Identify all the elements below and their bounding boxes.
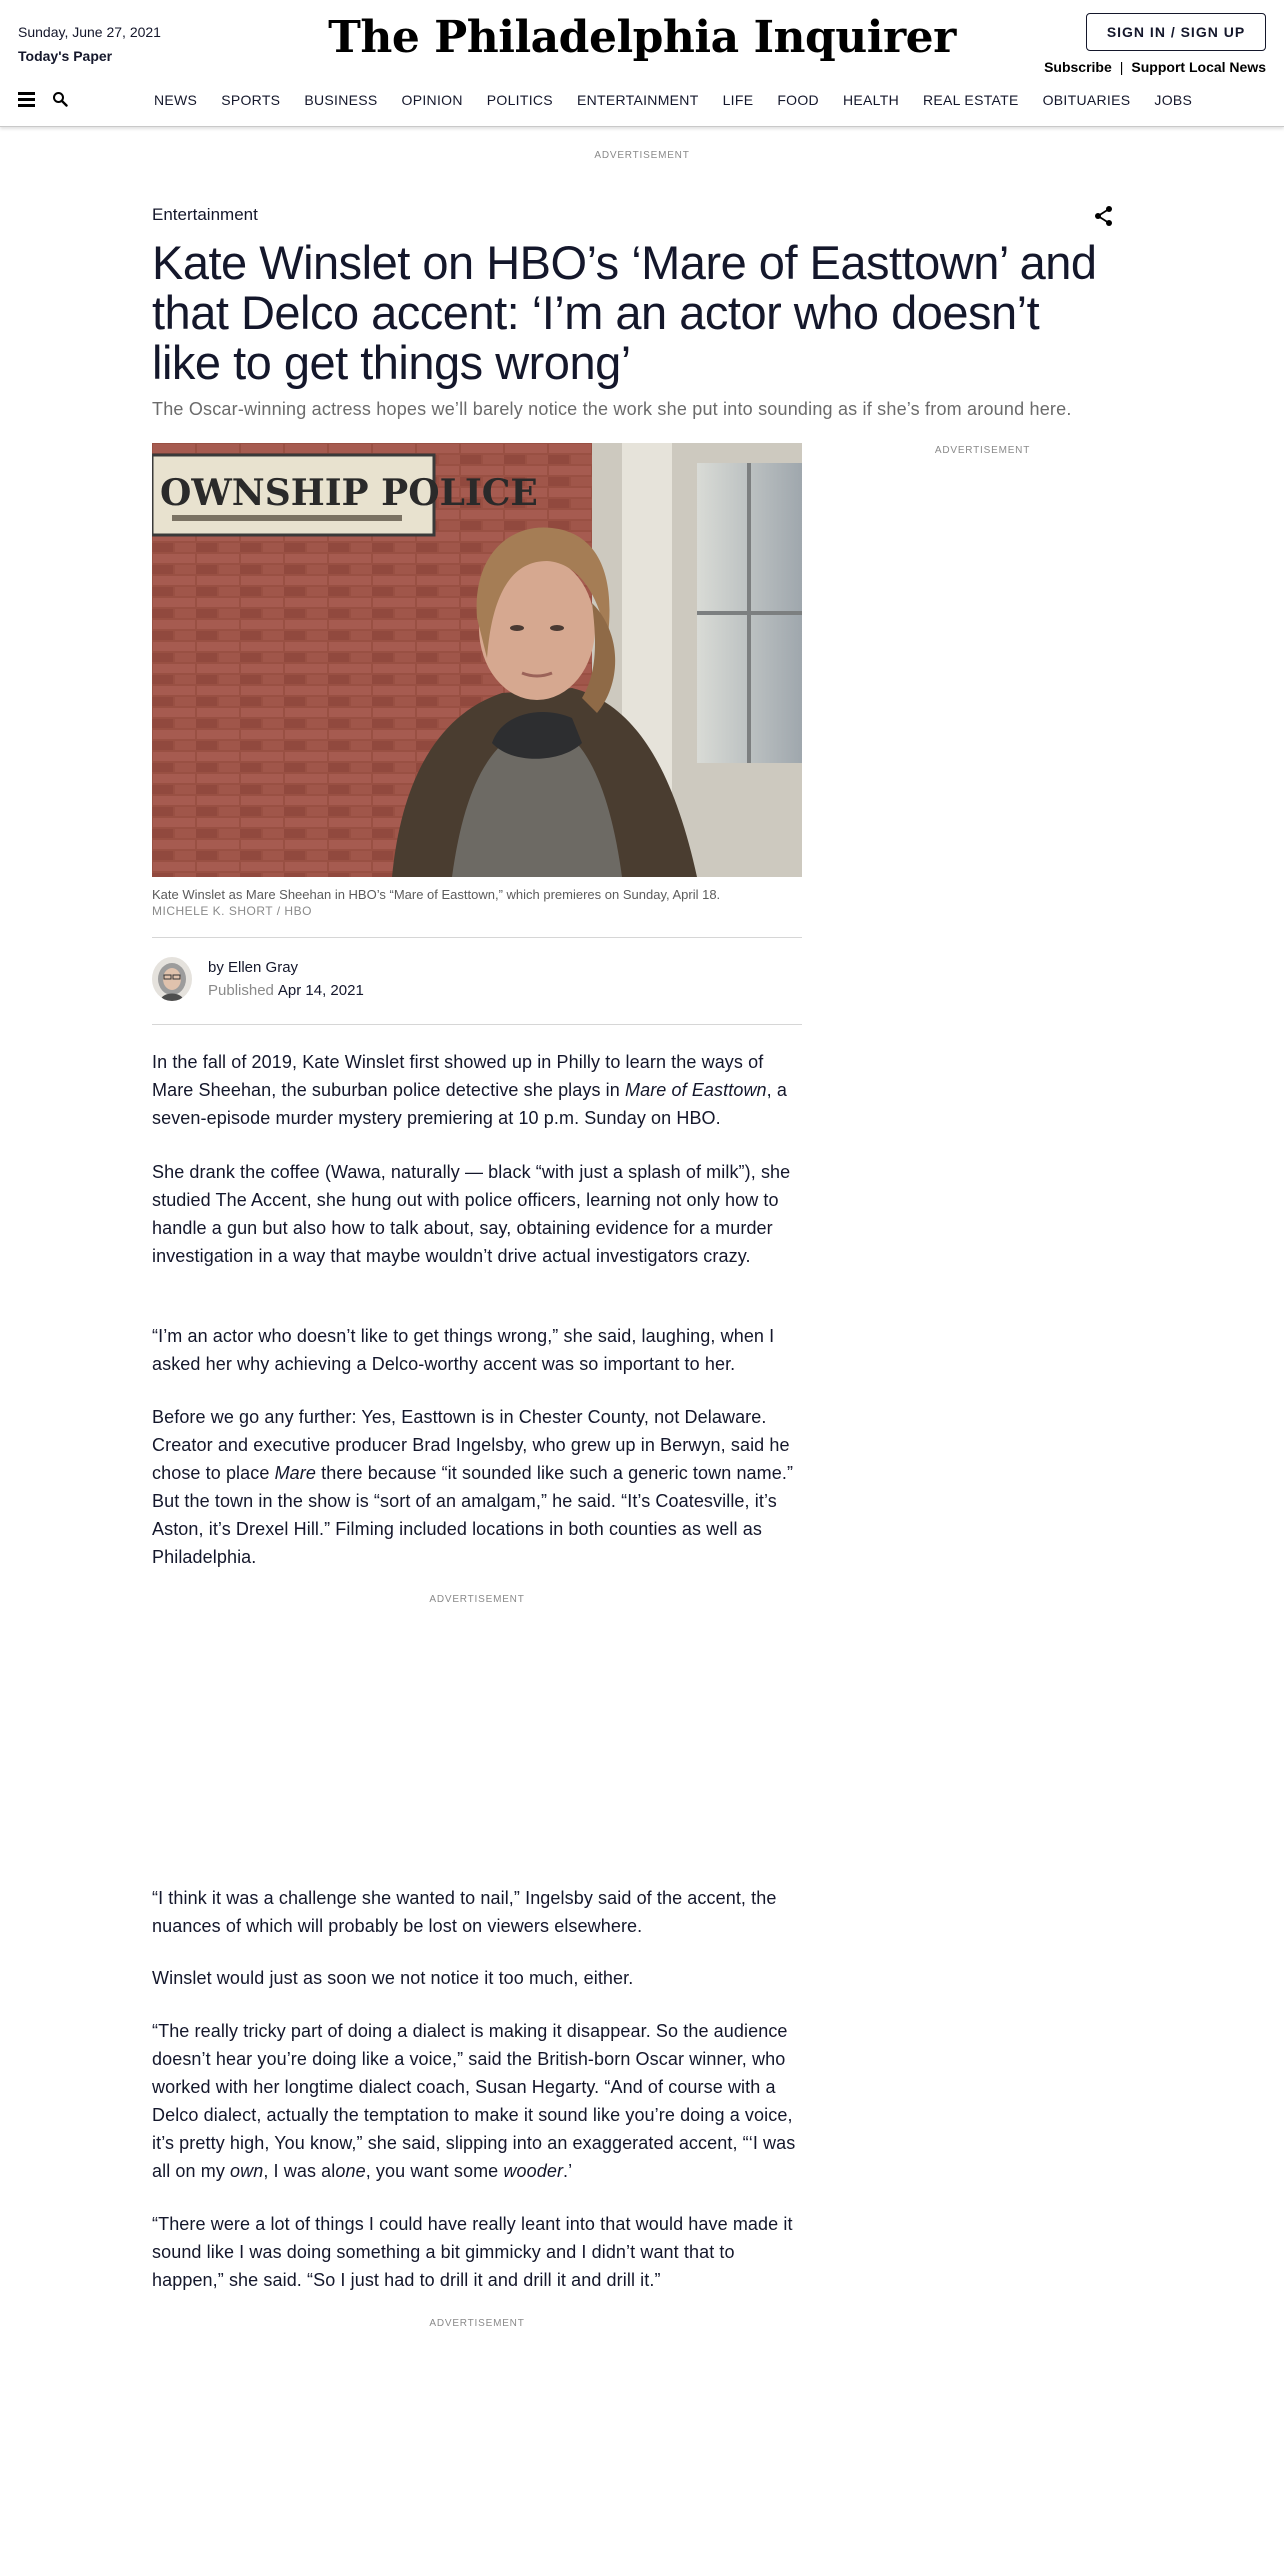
support-local-news-link[interactable]: Support Local News <box>1131 59 1266 75</box>
section-label[interactable]: Entertainment <box>152 205 258 224</box>
paragraph-3: “I’m an actor who doesn’t like to get things wrong,” she said, laughing, when I asked her why achieving a Delco-worthy accent was so important to her. <box>152 1326 775 1374</box>
nav-item-entertainment[interactable]: ENTERTAINMENT <box>576 92 699 108</box>
ad-label-inline-1: ADVERTISEMENT <box>429 1594 525 1605</box>
lead-photo <box>152 443 802 877</box>
sign-in-button[interactable]: SIGN IN / SIGN UP <box>1086 13 1266 51</box>
paragraph-4: Before we go any further: Yes, Easttown is in Chester County, not Delaware. Creator and executive producer Brad Ingelsby, who grew up in Berwyn, said he chose to place Mare there because “it sounded like such a generic town name.” But the town in the show is “sort of an amalgam,” he said. “It’s Coatesville, it’s Aston, it’s Drexel Hill.” Filming included locations in both counties as well as Philadelphia. <box>152 1407 794 1567</box>
paragraph-5: “I think it was a challenge she wanted to nail,” Ingelsby said of the accent, the nuances of which will probably be lost on viewers elsewhere. <box>152 1888 777 1936</box>
nav-item-jobs[interactable]: JOBS <box>1154 92 1193 108</box>
search-icon[interactable] <box>52 91 68 107</box>
site-header <box>0 0 1284 127</box>
published-label: Published <box>208 982 274 999</box>
todays-paper-link[interactable]: Today's Paper <box>18 48 113 64</box>
nav-item-life[interactable]: LIFE <box>722 92 754 108</box>
nav-item-health[interactable]: HEALTH <box>842 92 899 108</box>
published-date: Apr 14, 2021 <box>277 982 364 999</box>
nav-item-opinion[interactable]: OPINION <box>401 92 463 108</box>
paragraph-2: She drank the coffee (Wawa, naturally — black “with just a splash of milk”), she studied The Accent, she hung out with police officers, learning not only how to handle a gun but also how to talk about, say, obtaining evidence for a murder investigation in a way that maybe wouldn’t drive actual investigators crazy. <box>152 1162 791 1266</box>
ad-label-inline-2: ADVERTISEMENT <box>429 2318 525 2329</box>
header-date: Sunday, June 27, 2021 <box>18 24 161 40</box>
nav-item-sports[interactable]: SPORTS <box>221 92 281 108</box>
divider-top <box>152 937 802 938</box>
ad-label-sidebar: ADVERTISEMENT <box>934 445 1031 456</box>
photo-caption: Kate Winslet as Mare Sheehan in HBO’s “Mare of Easttown,” which premieres on Sunday, April 18. <box>152 887 721 902</box>
main-nav <box>154 92 1216 108</box>
link-separator: | <box>1119 59 1124 75</box>
share-icon[interactable] <box>1094 205 1114 227</box>
masthead-logo[interactable]: The Philadelphia Inquirer <box>328 12 956 63</box>
author-byline[interactable]: by Ellen Gray <box>208 959 299 976</box>
hamburger-menu-icon[interactable] <box>18 92 35 106</box>
paragraph-1: In the fall of 2019, Kate Winslet first showed up in Philly to learn the ways of Mare Sheehan, the suburban police detective she plays in Mare of Easttown, a seven-episode murder mystery premiering at 10 p.m. Sunday on HBO. <box>152 1052 787 1128</box>
divider-bottom <box>152 1024 802 1025</box>
subscribe-link[interactable]: Subscribe <box>1044 59 1112 75</box>
photo-sign-text: OWNSHIP POLICE <box>160 472 538 514</box>
paragraph-8: “There were a lot of things I could have really leant into that would have made it sound like I was doing something a bit gimmicky and I didn’t want that to happen,” she said. “So I just had to drill it and drill it and drill it.” <box>152 2214 793 2290</box>
paragraph-7: “The really tricky part of doing a dialect is making it disappear. So the audience doesn’t hear you’re doing like a voice,” said the British-born Oscar winner, who worked with her longtime dialect coach, Susan Hegarty. “And of course with a Delco dialect, actually the temptation to make it sound like you’re doing a voice, it’s pretty high, You know,” she said, slipping into an exaggerated accent, “‘I was all on my own, I was alone, you want some wooder.’ <box>152 2021 796 2181</box>
nav-item-obituaries[interactable]: OBITUARIES <box>1042 92 1131 108</box>
publish-info <box>208 982 364 999</box>
nav-item-business[interactable]: BUSINESS <box>304 92 378 108</box>
article-dek: The Oscar-winning actress hopes we’ll barely notice the work she put into sounding as if she’s from around here. <box>152 399 1072 419</box>
ad-label-top: ADVERTISEMENT <box>594 150 690 161</box>
nav-item-politics[interactable]: POLITICS <box>486 92 553 108</box>
photo-credit: MICHELE K. SHORT / HBO <box>152 904 312 918</box>
nav-item-food[interactable]: FOOD <box>777 92 819 108</box>
nav-item-real-estate[interactable]: REAL ESTATE <box>922 92 1019 108</box>
paragraph-6: Winslet would just as soon we not notice it too much, either. <box>152 1968 634 1988</box>
article-headline: Kate Winslet on HBO’s ‘Mare of Easttown’ and that Delco accent: ‘I’m an actor who doesn’t like to get things wrong’ <box>152 236 1097 389</box>
header-links <box>1044 59 1266 75</box>
nav-item-news[interactable]: NEWS <box>154 92 198 108</box>
author-avatar[interactable] <box>152 957 192 1001</box>
